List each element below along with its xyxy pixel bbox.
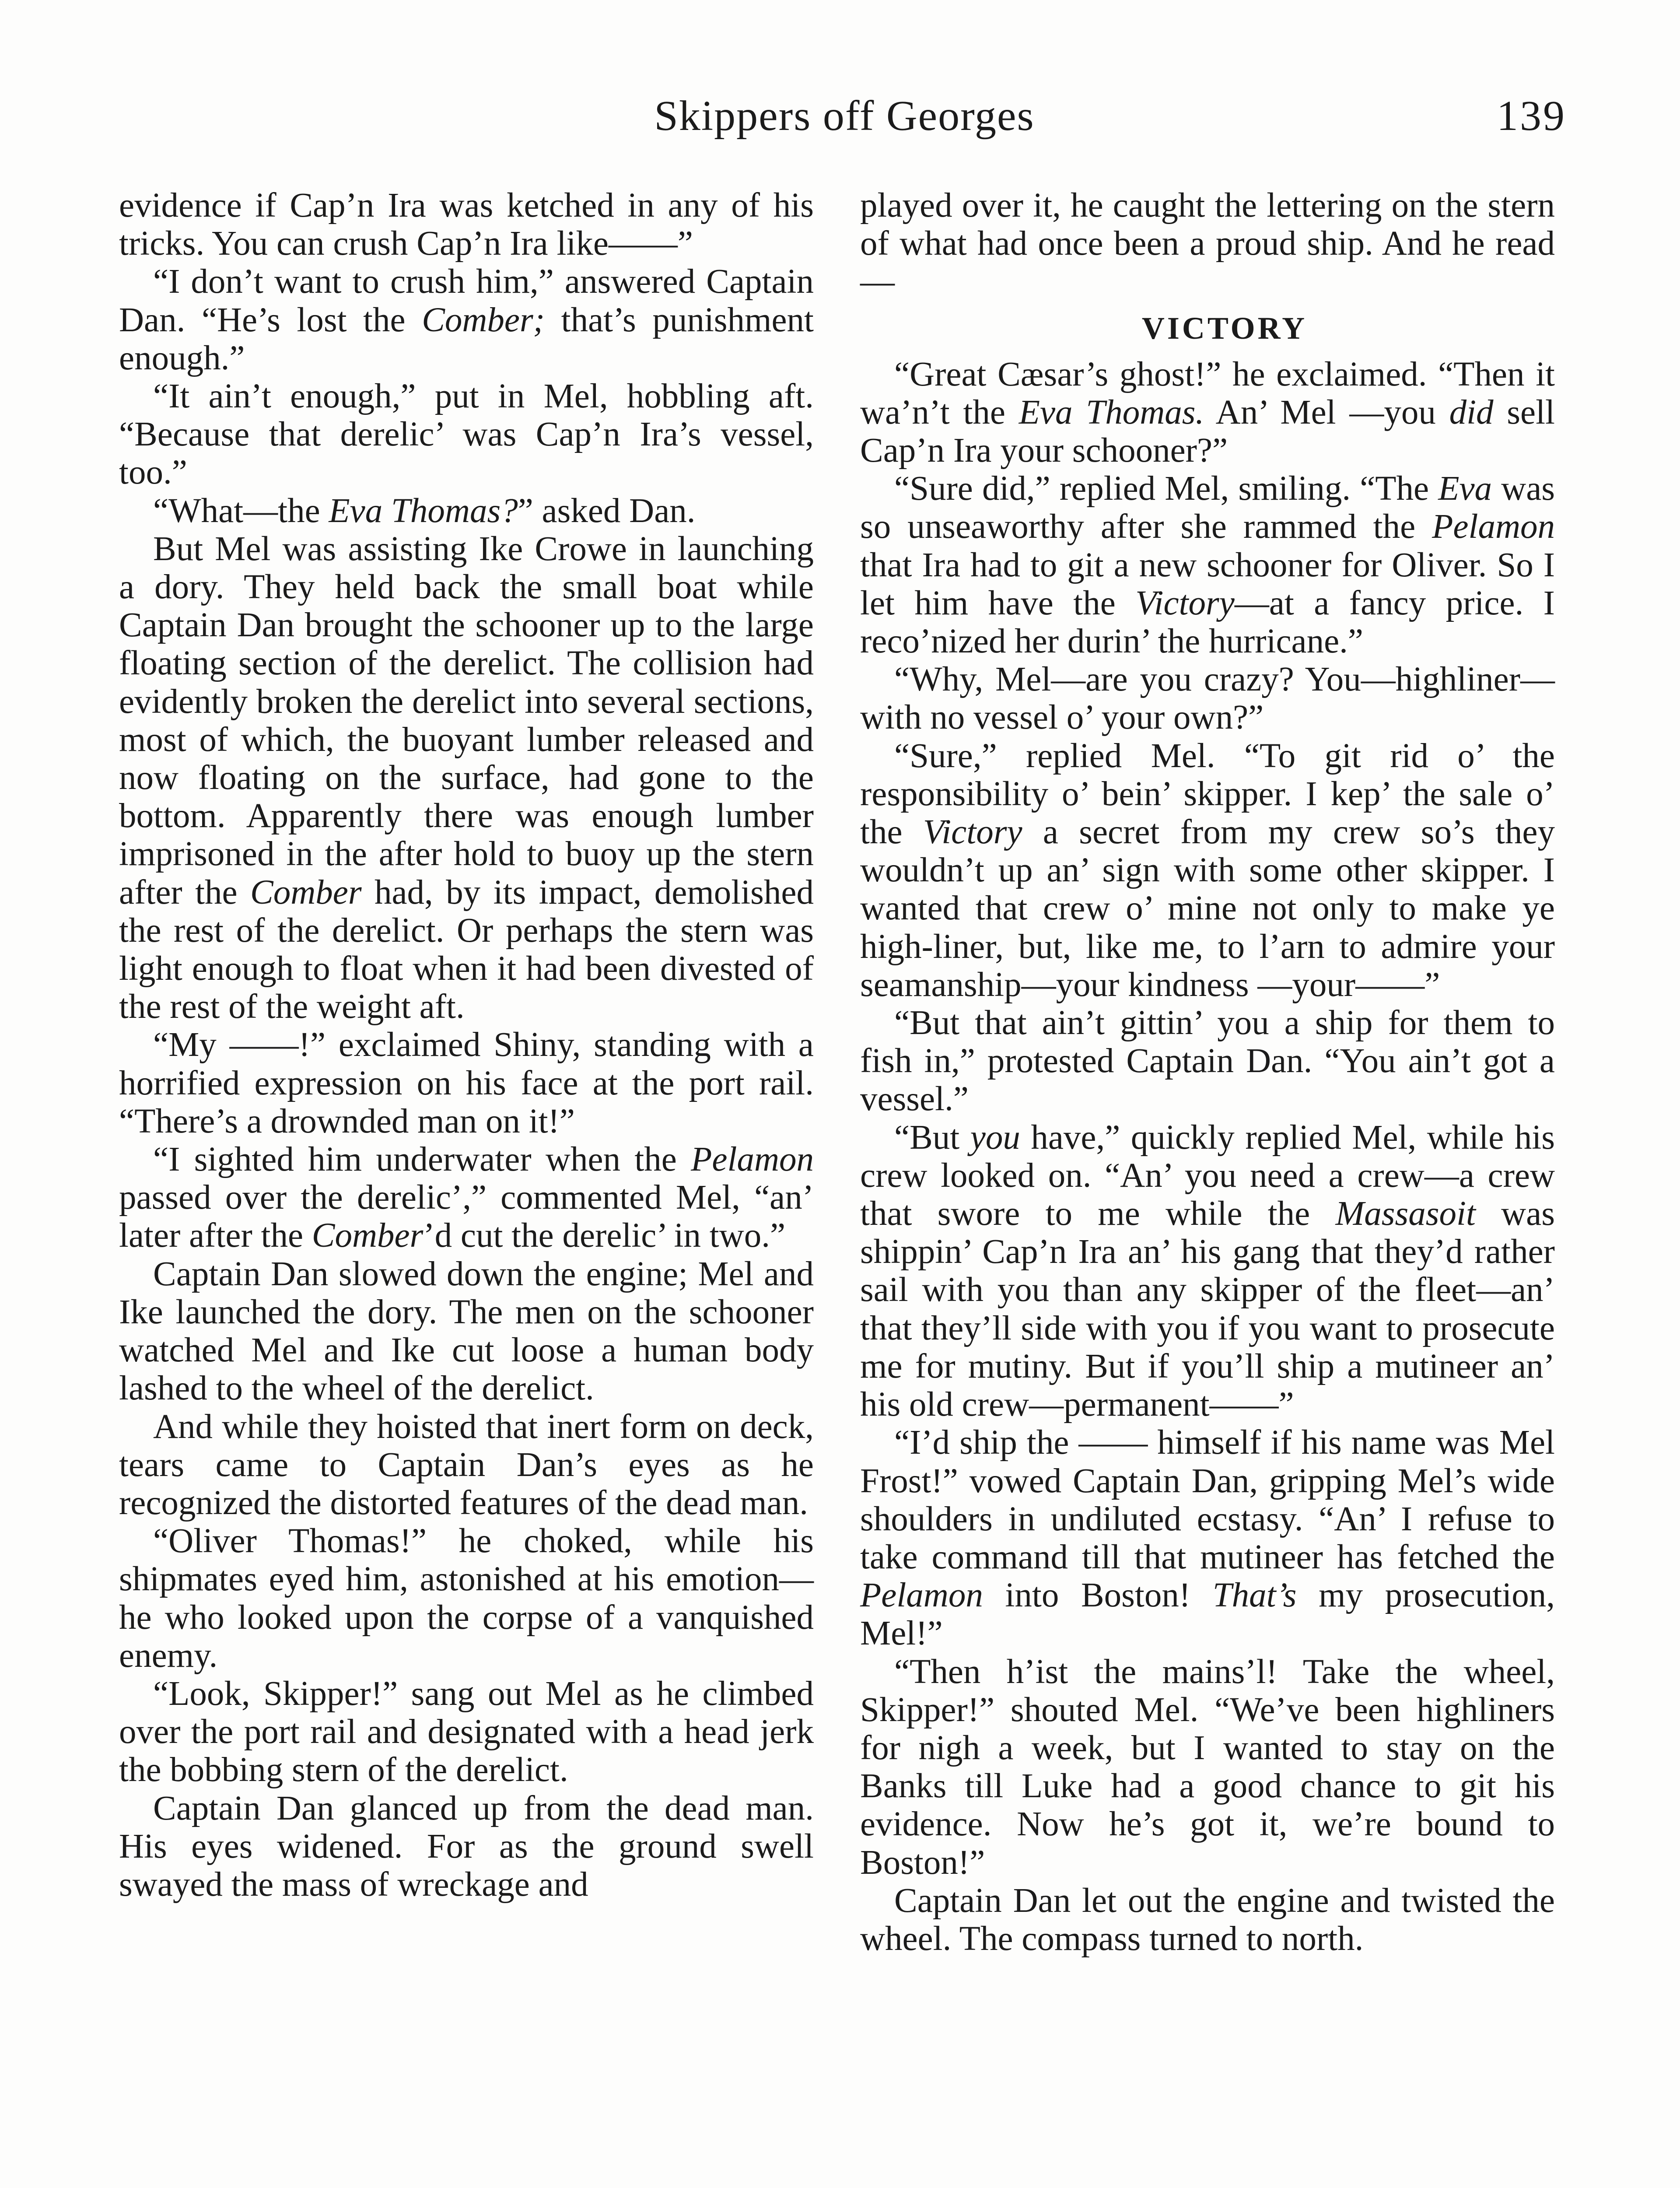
paragraph: Captain Dan let out the engine and twisted the wheel. The compass turned to north. xyxy=(860,1881,1555,1958)
paragraph: “But you have,” quickly replied Mel, while his crew looked on. “An’ you need a crew—a crew that swore to me while the Massasoit was shippin’ Cap’n Ira an’ his gang that they’d rather sail with you than any skipper of the fleet—an’ that they’ll side with you if you want to prosecute me for mutiny. But if you’ll ship a mutineer an’ his old crew—permanent——” xyxy=(860,1118,1555,1424)
section-heading: VICTORY xyxy=(1141,310,1308,346)
paragraph: “Sure did,” replied Mel, smiling. “The Eva was so unseaworthy after she rammed the Pelamon that Ira had to git a new schooner for Oliver. So I let him have the Victory—at a fancy price. I reco’nized her durin’ the hurricane.” xyxy=(860,470,1555,661)
running-title: Skippers off Georges xyxy=(654,92,1035,140)
running-head xyxy=(122,83,1566,149)
paragraph: “What—the Eva Thomas?” asked Dan. xyxy=(153,491,696,530)
paragraph: Captain Dan glanced up from the dead man. His eyes widened. For as the ground swell swayed the mass of wreckage and xyxy=(119,1789,814,1904)
paragraph: And while they hoisted that inert form on deck, tears came to Captain Dan’s eyes as he recognized the distorted features of the dead man. xyxy=(119,1407,814,1522)
left-column xyxy=(119,186,814,1904)
paragraph: “My ——!” exclaimed Shiny, standing with a horrified expression on his face at the port rail. “There’s a drownded man on it!” xyxy=(119,1026,814,1140)
paragraph: “But that ain’t gittin’ you a ship for them to fish in,” protested Captain Dan. “You ain’t got a vessel.” xyxy=(860,1004,1555,1119)
paragraph: “Sure,” replied Mel. “To git rid o’ the responsibility o’ bein’ skipper. I kep’ the sale o’ the Victory a secret from my crew so’s they wouldn’t up an’ sign with some other skipper. I wanted that crew o’ mine not only to make ye high-liner, but, like me, to l’arn to admire your seamanship—your kindness —your——” xyxy=(860,736,1555,1004)
paragraph: Captain Dan slowed down the engine; Mel and Ike launched the dory. The men on the schooner watched Mel and Ike cut loose a human body lashed to the wheel of the derelict. xyxy=(119,1255,814,1408)
paragraph: “Oliver Thomas!” he choked, while his shipmates eyed him, astonished at his emotion—he who looked upon the corpse of a vanquished enemy. xyxy=(119,1522,814,1675)
paragraph: evidence if Cap’n Ira was ketched in any of his tricks. You can crush Cap’n Ira like——” xyxy=(119,186,814,263)
page-number: 139 xyxy=(1497,92,1566,140)
paragraph: played over it, he caught the lettering on the stern of what had once been a proud ship. And he read— xyxy=(860,186,1555,301)
paragraph: “Great Cæsar’s ghost!” he exclaimed. “Then it wa’n’t the Eva Thomas. An’ Mel —you did sell Cap’n Ira your schooner?” xyxy=(860,355,1555,470)
paragraph: “I don’t want to crush him,” answered Captain Dan. “He’s lost the Comber; that’s punishment enough.” xyxy=(119,263,814,377)
paragraph: But Mel was assisting Ike Crowe in launching a dory. They held back the small boat while Captain Dan brought the schooner up to the large floating section of the derelict. The collision had evidently broken the derelict into several sections, most of which, the buoyant lumber released and now floating on the surface, had gone to the bottom. Apparently there was enough lumber imprisoned in the after hold to buoy up the stern after the Comber had, by its impact, demolished the rest of the derelict. Or perhaps the stern was light enough to float when it had been divested of the rest of the weight aft. xyxy=(119,529,814,1026)
paragraph: “I sighted him underwater when the Pelamon passed over the derelic’,” commented Mel, “an’ later after the Comber’d cut the derelic’ in two.” xyxy=(119,1140,814,1255)
paragraph: “I’d ship the —— himself if his name was Mel Frost!” vowed Captain Dan, gripping Mel’s wide shoulders in undiluted ecstasy. “An’ I refuse to take command till that mutineer has fetched the Pelamon into Boston! That’s my prosecution, Mel!” xyxy=(860,1424,1555,1653)
paragraph: “Then h’ist the mains’l! Take the wheel, Skipper!” shouted Mel. “We’ve been highliners for nigh a week, but I wanted to stay on the Banks till Luke had a good chance to git his evidence. Now he’s got it, we’re bound to Boston!” xyxy=(860,1652,1555,1882)
right-column xyxy=(860,186,1555,1958)
paragraph: “Look, Skipper!” sang out Mel as he climbed over the port rail and designated with a head jerk the bobbing stern of the derelict. xyxy=(119,1674,814,1789)
paragraph: “It ain’t enough,” put in Mel, hobbling aft. “Because that derelic’ was Cap’n Ira’s vessel, too.” xyxy=(119,377,814,492)
paragraph: “Why, Mel—are you crazy? You—highliner—with no vessel o’ your own?” xyxy=(860,660,1555,737)
